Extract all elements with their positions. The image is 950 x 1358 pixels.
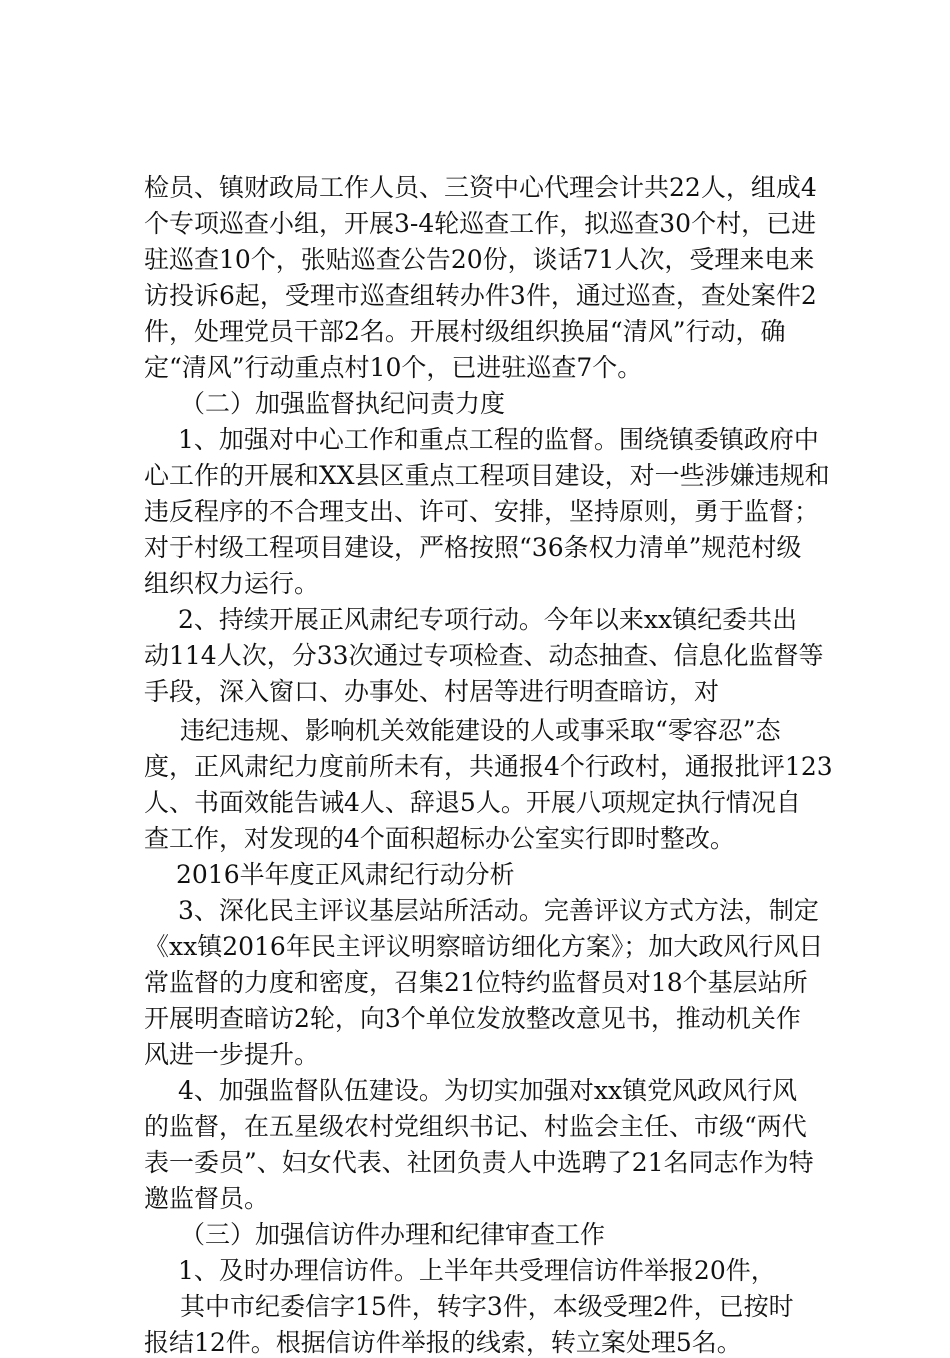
text-line: 查工作，对发现的4个面积超标办公室实行即时整改。 [144,824,735,853]
text-line: 1、加强对中心工作和重点工程的监督。围绕镇委镇政府中 [178,425,819,454]
text-line: 《xx镇2016年民主评议明察暗访细化方案》；加大政风行风日 [144,932,824,961]
text-line: 对于村级工程项目建设，严格按照“36条权力清单”规范村级 [144,533,802,562]
text-line: 邀监督员。 [144,1184,270,1213]
text-line: 心工作的开展和XX县区重点工程项目建设，对一些涉嫌违规和 [144,461,830,490]
text-line: 动114人次，分33次通过专项检查、动态抽查、信息化监督等 [144,641,824,670]
section-heading: （三）加强信访件办理和纪律审查工作 [180,1220,606,1249]
text-line: 驻巡查10个，张贴巡查公告20份，谈话71人次，受理来电来 [144,245,815,274]
text-line: 手段，深入窗口、办事处、村居等进行明查暗访，对 [144,677,720,706]
text-line: 3、深化民主评议基层站所活动。完善评议方式方法，制定 [178,896,819,925]
text-line: 访投诉6起，受理市巡查组转办件3件，通过巡查，查处案件2 [144,281,817,310]
text-line: 件，处理党员干部2名。开展村级组织换届“清风”行动，确 [144,317,786,346]
text-line: 违反程序的不合理支出、许可、安排，坚持原则，勇于监督； [144,497,820,526]
text-line: 其中市纪委信字15件，转字3件，本级受理2件，已按时 [180,1292,794,1321]
text-line: 报结12件。根据信访件举报的线索，转立案处理5名。 [144,1328,742,1357]
text-line: 2、持续开展正风肃纪专项行动。今年以来xx镇纪委共出 [178,605,798,634]
text-line: 定“清风”行动重点村10个，已进驻巡查7个。 [144,353,643,382]
text-line: 常监督的力度和密度，召集21位特约监督员对18个基层站所 [144,968,808,997]
text-line: 风进一步提升。 [144,1040,320,1069]
text-line: 表一委员”、妇女代表、社团负责人中选聘了21名同志作为特 [144,1148,814,1177]
text-line: 违纪违规、影响机关效能建设的人或事采取“零容忍”态 [180,716,781,745]
text-line: 人、书面效能告诫4人、辞退5人。开展八项规定执行情况自 [144,788,801,817]
text-line: 检员、镇财政局工作人员、三资中心代理会计共22人，组成4 [144,173,817,202]
text-line: 1、及时办理信访件。上半年共受理信访件举报20件， [178,1256,776,1285]
text-line: 4、加强监督队伍建设。为切实加强对xx镇党风政风行风 [178,1076,798,1105]
text-line: 个专项巡查小组，开展3-4轮巡查工作，拟巡查30个村，已进 [144,209,817,238]
text-line: 度，正风肃纪力度前所未有，共通报4个行政村，通报批评123 [144,752,833,781]
text-line: 组织权力运行。 [144,569,320,598]
text-line: 的监督，在五星级农村党组织书记、村监会主任、市级“两代 [144,1112,807,1141]
inline-title: 2016半年度正风肃纪行动分析 [176,860,515,889]
text-line: 开展明查暗访2轮，向3个单位发放整改意见书，推动机关作 [144,1004,801,1033]
section-heading: （二）加强监督执纪问责力度 [180,389,506,418]
